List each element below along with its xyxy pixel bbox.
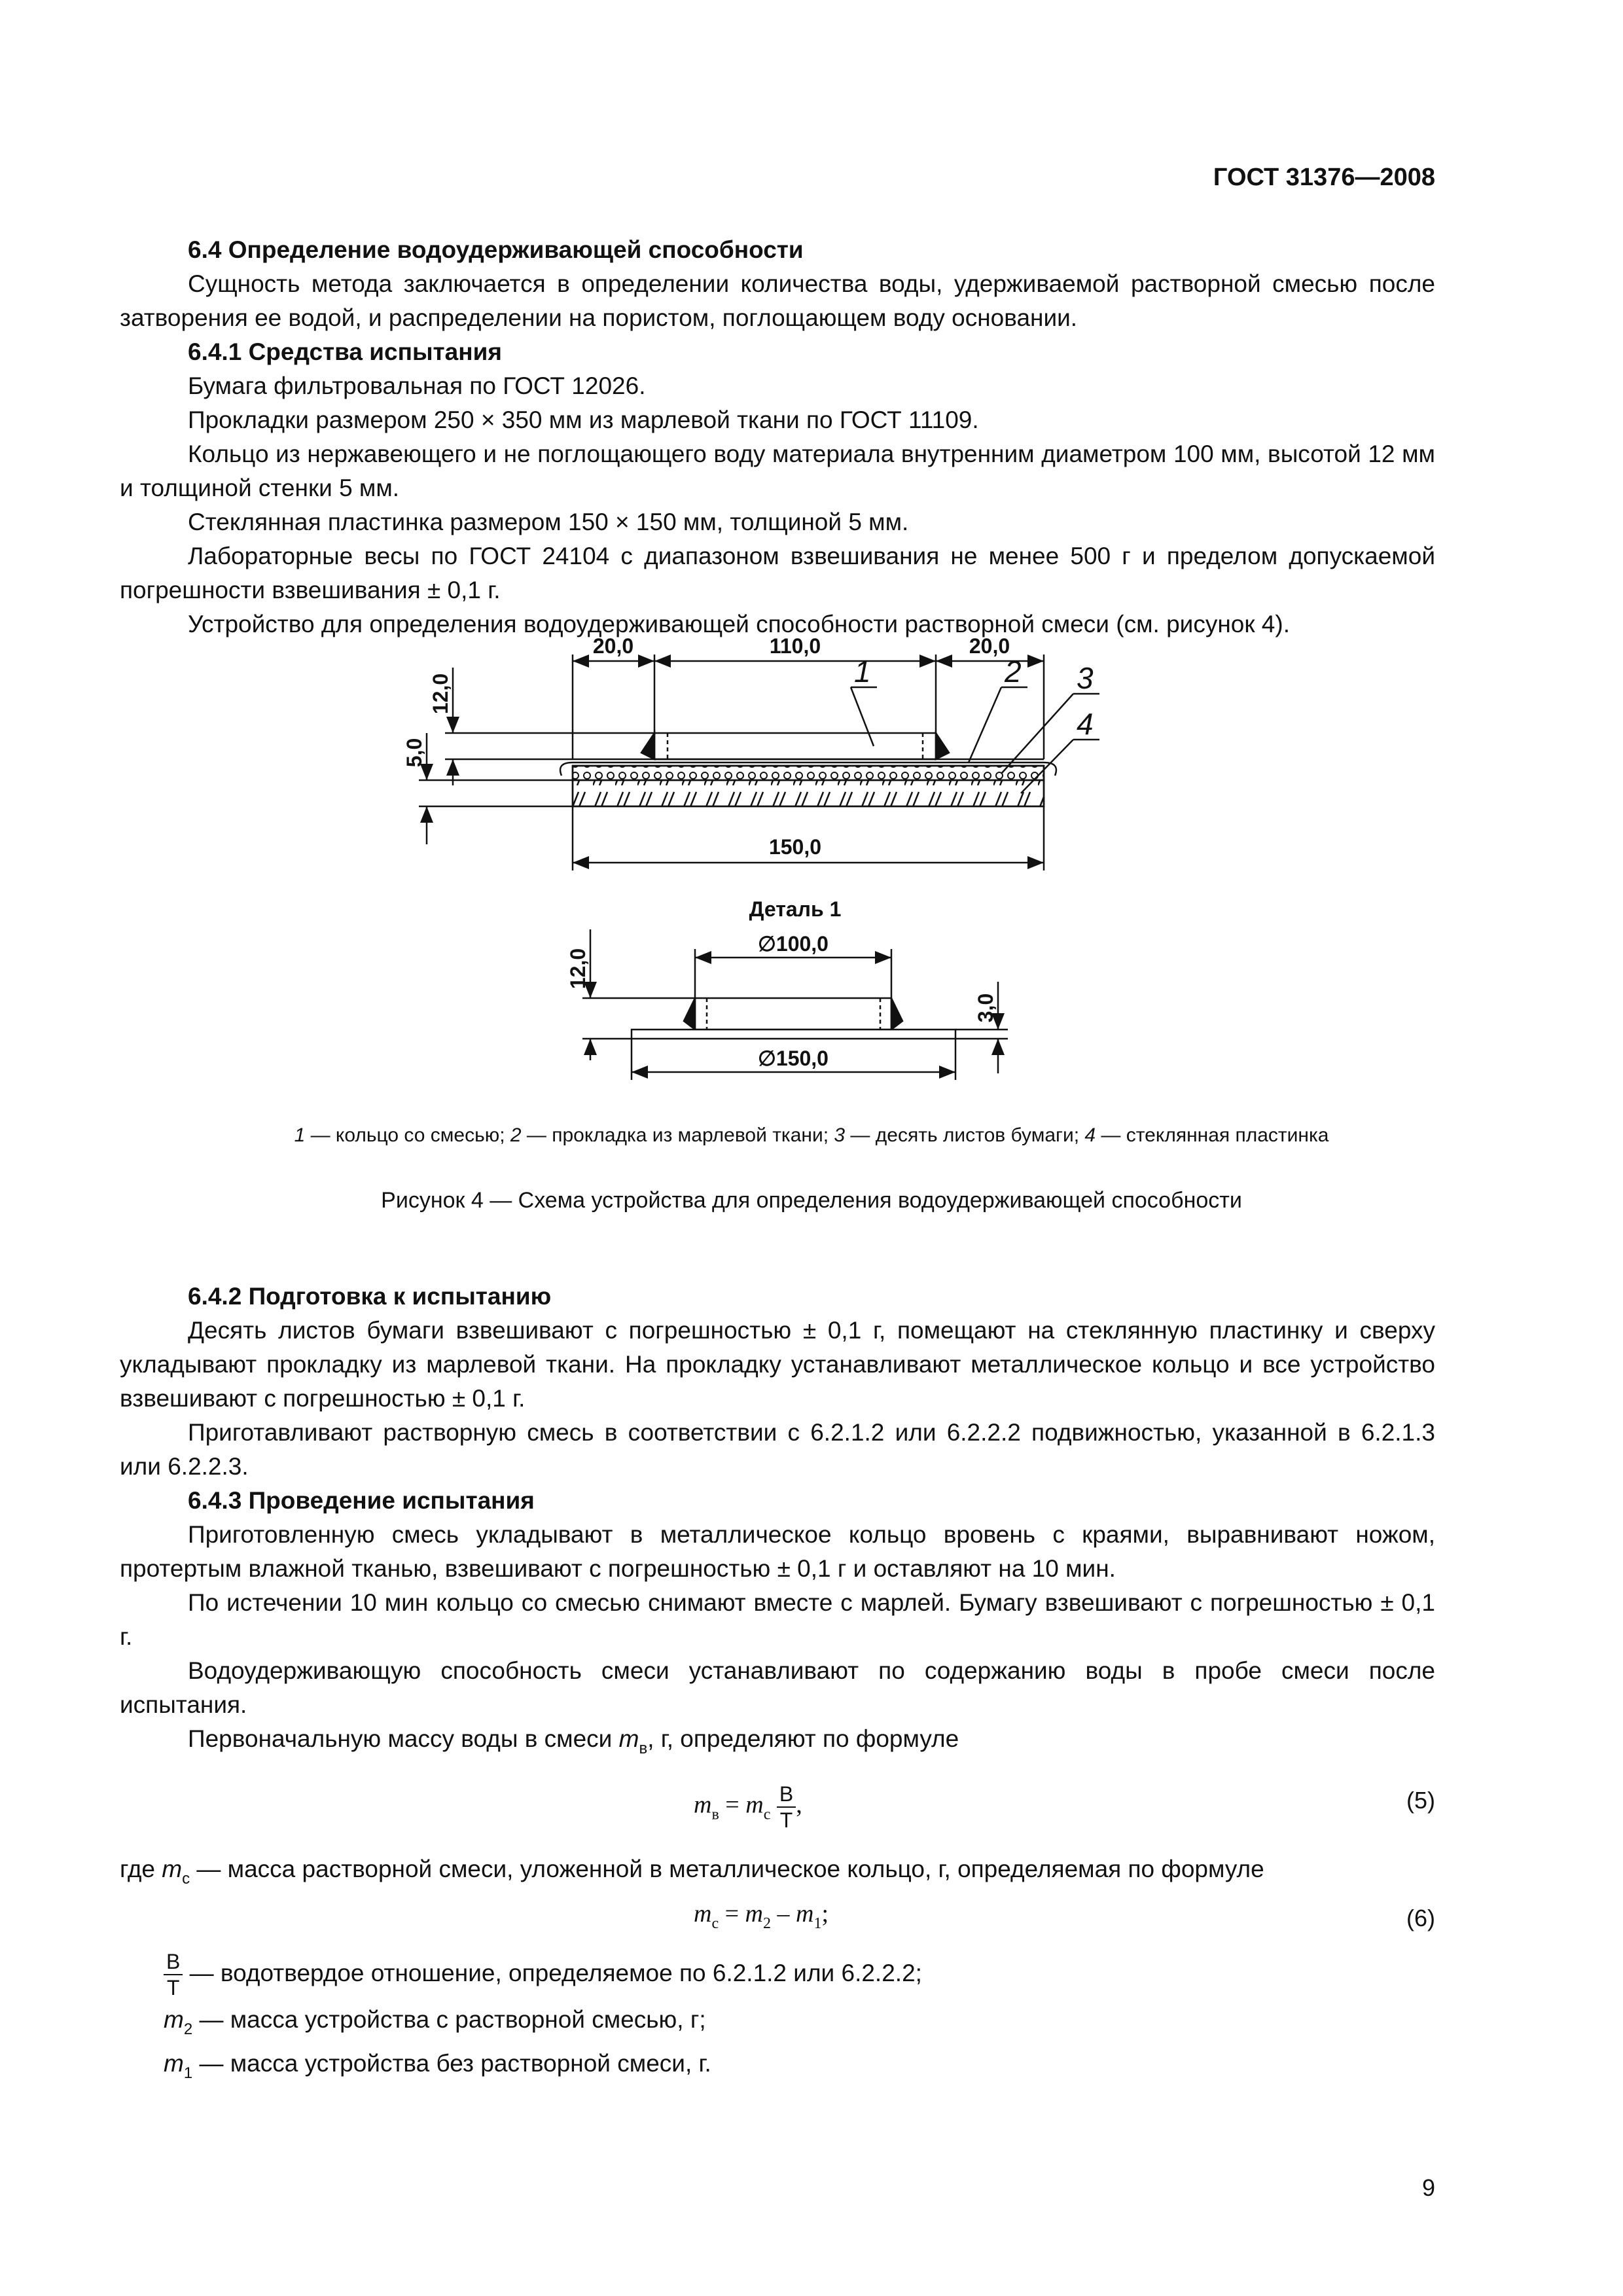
frac-num: В (777, 1782, 796, 1808)
subsection-title: 6.4.3 Проведение испытания (188, 1487, 535, 1514)
section-6-4 (120, 233, 1435, 641)
device-schematic (393, 628, 1243, 1165)
paragraph-text: Первоначальную массу воды в смеси (188, 1725, 619, 1752)
equation-number-5: (5) (1406, 1787, 1435, 1814)
figure-4-drawing (393, 628, 1243, 1165)
definition-text: — масса устройства без растворной смеси, г. (192, 2050, 711, 2077)
paragraph: Сущность метода заключается в определении количества воды, удерживаемой растворной смесью после затворения ее водой, и распределении на пористом, поглощающем воду основании. (120, 270, 1435, 331)
subsection-title: 6.4.2 Подготовка к испытанию (188, 1283, 552, 1310)
legend-text: — прокладка из марлевой ткани; (521, 1124, 834, 1146)
paragraph: По истечении 10 мин кольцо со смесью снимают вместе с марлей. Бумагу взвешивают с погрешностью ± 0,1 г. (120, 1589, 1435, 1650)
sub-2: 2 (183, 2020, 193, 2038)
dim-top-mid: 110,0 (769, 634, 821, 658)
definition (164, 2003, 1407, 2047)
paragraph: Бумага фильтровальная по ГОСТ 12026. (188, 372, 646, 399)
punct: , (796, 1791, 802, 1819)
sub-c: с (182, 1870, 190, 1888)
callout-3: 3 (1077, 661, 1094, 695)
sub-v: в (639, 1740, 648, 1757)
sub-c: с (711, 1915, 719, 1932)
detail-thickness: 3,0 (974, 993, 997, 1023)
legend-text: — десять листов бумаги; (845, 1124, 1085, 1146)
paragraph (120, 1722, 1435, 1766)
var-m: m (618, 1725, 639, 1752)
dim-top-left: 20,0 (592, 634, 634, 658)
var-m: m (162, 1856, 183, 1882)
figure-caption: Рисунок 4 — Схема устройства для определения водоудерживающей способности (381, 1188, 1242, 1213)
paragraph: Лабораторные весы по ГОСТ 24104 с диапазоном взвешивания не менее 500 г и пределом допускаемой погрешности взвешивания ± 0,1 г. (120, 543, 1435, 603)
callout-2: 2 (1005, 655, 1022, 689)
fraction-wt (777, 1782, 796, 1833)
op-equals: = (719, 1791, 746, 1819)
op-minus: – (771, 1900, 796, 1928)
standard-header: ГОСТ 31376—2008 (1213, 164, 1435, 191)
definition (164, 2047, 1407, 2090)
frac-den: Т (779, 1808, 793, 1832)
paragraph: Устройство для определения водоудерживающей способности растворной смеси (см. рисунок 4). (188, 611, 1290, 637)
legend-num: 3 (834, 1124, 846, 1146)
var-m: m (745, 1791, 764, 1819)
detail-height: 12,0 (566, 948, 590, 990)
paragraph: Десять листов бумаги взвешивают с погрешностью ± 0,1 г, помещают на стеклянную пластинку и сверху укладывают прокладку из марлевой ткани. На прокладку устанавливают металлическое кольцо и все устройство взвешивают с погрешностью ± 0,1 г. (120, 1317, 1435, 1412)
page-number: 9 (1421, 2174, 1435, 2201)
dim-left-upper: 12,0 (429, 673, 452, 715)
paragraph: Водоудерживающую способность смеси устанавливают по содержанию воды в пробе смеси после испытания. (120, 1657, 1435, 1718)
dim-top-right: 20,0 (969, 634, 1010, 658)
definition-text: — водотвердое отношение, определяемое по 6.2.1.2 или 6.2.2.2; (183, 1959, 922, 1986)
section-title: 6.4 Определение водоудерживающей способности (188, 236, 804, 263)
figure-legend (0, 1124, 1623, 1147)
where-label: где (120, 1856, 162, 1882)
paragraph: Стеклянная пластинка размером 150 × 150 мм, толщиной 5 мм. (188, 509, 909, 535)
paragraph: Прокладки размером 250 × 350 мм из марлевой ткани по ГОСТ 11109. (188, 406, 979, 433)
var-m: m (694, 1900, 712, 1928)
sub-1: 1 (183, 2064, 193, 2082)
legend-text: — стеклянная пластинка (1096, 1124, 1329, 1146)
formula-5 (694, 1782, 802, 1833)
dim-bottom: 150,0 (768, 835, 822, 859)
where-clause (120, 1852, 1435, 1896)
legend-num: 2 (510, 1124, 522, 1146)
var-m: m (694, 1791, 712, 1819)
section-6-4-2-3 (120, 1280, 1435, 1766)
fraction-wt (164, 1949, 183, 2000)
definition-text: — масса устройства с растворной смесью, г; (192, 2006, 706, 2033)
subsection-title: 6.4.1 Средства испытания (188, 338, 502, 365)
definition (164, 1949, 1407, 2000)
callout-4: 4 (1077, 707, 1094, 741)
paragraph: Приготавливают растворную смесь в соответствии с 6.2.1.2 или 6.2.2.2 подвижностью, указанной в 6.2.1.3 или 6.2.2.3. (120, 1419, 1435, 1480)
paragraph-text: , г, определяют по формуле (647, 1725, 959, 1752)
var-m: m (745, 1900, 763, 1928)
legend-text: — кольцо со смесью; (305, 1124, 510, 1146)
formula-6 (694, 1899, 829, 1933)
detail-inner-dia: ∅100,0 (758, 932, 829, 956)
op-equals: = (719, 1900, 745, 1928)
equation-number-6: (6) (1406, 1905, 1435, 1931)
paragraph: Приготовленную смесь укладывают в металлическое кольцо вровень с краями, выравнивают ножом, протертым влажной тканью, взвешивают с погрешностью ± 0,1 г и оставляют на 10 мин. (120, 1521, 1435, 1582)
dim-left-lower: 5,0 (402, 738, 426, 768)
sub-1: 1 (813, 1915, 822, 1932)
sub-c: с (763, 1806, 771, 1823)
var-m: m (796, 1900, 814, 1928)
sub-v: в (711, 1806, 719, 1823)
detail-title: Деталь 1 (749, 897, 842, 921)
callout-1: 1 (854, 655, 871, 689)
punct: ; (821, 1900, 829, 1928)
definition (120, 1852, 1435, 1896)
legend-num: 1 (294, 1124, 306, 1146)
definition-text: — масса растворной смеси, уложенной в металлическое кольцо, г, определяемая по формуле (190, 1856, 1264, 1882)
detail-outer-dia: ∅150,0 (758, 1047, 829, 1070)
frac-num: В (164, 1949, 183, 1975)
paragraph: Кольцо из нержавеющего и не поглощающего воду материала внутренним диаметром 100 мм, высотой 12 мм и толщиной стенки 5 мм. (120, 440, 1435, 501)
var-m: m (164, 2050, 184, 2077)
frac-den: Т (166, 1976, 180, 2000)
legend-num: 4 (1084, 1124, 1096, 1146)
sub-2: 2 (763, 1915, 771, 1932)
var-m: m (164, 2006, 184, 2033)
definitions (164, 1949, 1407, 2090)
